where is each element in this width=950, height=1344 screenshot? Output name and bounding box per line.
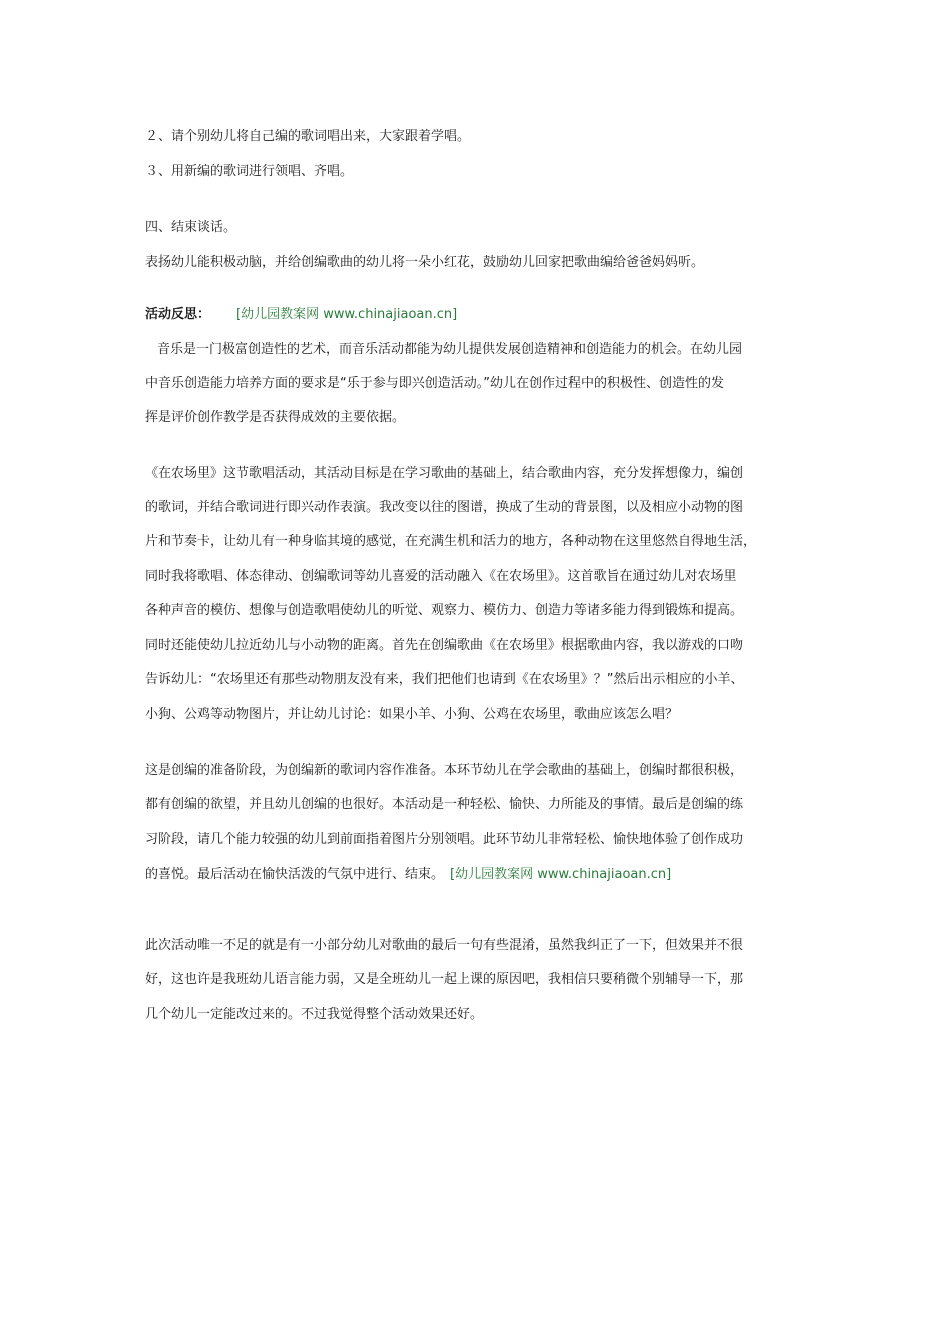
para2-line-3: 片和节奏卡，让幼儿有一种身临其境的感觉，在充满生机和活力的地方，各种动物在这里悠然自得地生活， bbox=[145, 534, 757, 549]
para3-line-2: 都有创编的欲望，并且幼儿创编的也很好。本活动是一种轻松、愉快、力所能及的事情。最后是创编的练 bbox=[145, 797, 744, 812]
reflection-label: 活动反思： bbox=[145, 307, 211, 322]
para2-line-6: 同时还能使幼儿拉近幼儿与小动物的距离。首先在创编歌曲《在农场里》根据歌曲内容，我以游戏的口吻 bbox=[145, 638, 744, 653]
para2-line-4: 同时我将歌唱、体态律动、创编歌词等幼儿喜爱的活动融入《在农场里》。这首歌旨在通过幼儿对农场里 bbox=[145, 569, 737, 584]
para1-line-3: 挥是评价创作教学是否获得成效的主要依据。 bbox=[145, 410, 406, 425]
section-4-text: 表扬幼儿能积极动脑，并给创编歌曲的幼儿将一朵小红花，鼓励幼儿回家把歌曲编给爸爸妈妈听。 bbox=[145, 255, 705, 270]
reflection-heading-line bbox=[145, 306, 825, 324]
para1-line-2: 中音乐创造能力培养方面的要求是“乐于参与即兴创造活动。”幼儿在创作过程中的积极性、创造性的发 bbox=[145, 376, 724, 391]
para3-line-1: 这是创编的准备阶段，为创编新的歌词内容作准备。本环节幼儿在学会歌曲的基础上，创编时都很积极， bbox=[145, 763, 744, 778]
section-4-heading: 四、结束谈话。 bbox=[145, 220, 237, 235]
para2-line-7: 告诉幼儿：“农场里还有那些动物朋友没有来，我们把他们也请到《在农场里》？”然后出示相应的小羊、 bbox=[145, 672, 744, 687]
para2-line-8: 小狗、公鸡等动物图片，并让幼儿讨论：如果小羊、小狗、公鸡在农场里，歌曲应该怎么唱？ bbox=[145, 707, 679, 722]
step-2-text: ２、请个别幼儿将自己编的歌词唱出来，大家跟着学唱。 bbox=[145, 129, 471, 144]
site-link[interactable]: [幼儿园教案网 www.chinajiaoan.cn] bbox=[236, 307, 458, 322]
para3-line-4-wrap bbox=[145, 866, 825, 884]
para4-line-1: 此次活动唯一不足的就是有一小部分幼儿对歌曲的最后一句有些混淆，虽然我纠正了一下，但效果并不很 bbox=[145, 938, 744, 953]
step-3-text: ３、用新编的歌词进行领唱、齐唱。 bbox=[145, 164, 354, 179]
para1-line-1: 音乐是一门极富创造性的艺术，而音乐活动都能为幼儿提供发展创造精神和创造能力的机会。在幼儿园 bbox=[157, 342, 743, 357]
para2-line-5: 各种声音的模仿、想像与创造歌唱使幼儿的听觉、观察力、模仿力、创造力等诸多能力得到锻炼和提高。 bbox=[145, 603, 744, 618]
para2-line-1: 《在农场里》这节歌唱活动，其活动目标是在学习歌曲的基础上，结合歌曲内容，充分发挥想像力，编创 bbox=[145, 466, 744, 481]
para2-line-2: 的歌词，并结合歌词进行即兴动作表演。我改变以往的图谱，换成了生动的背景图，以及相应小动物的图 bbox=[145, 500, 744, 515]
para3-line-3: 习阶段，请几个能力较强的幼儿到前面指着图片分别领唱。此环节幼儿非常轻松、愉快地体验了创作成功 bbox=[145, 832, 744, 847]
site-link-2[interactable]: [幼儿园教案网 www.chinajiaoan.cn] bbox=[450, 867, 672, 882]
para4-line-2: 好，这也许是我班幼儿语言能力弱，又是全班幼儿一起上课的原因吧，我相信只要稍微个别辅导一下，那 bbox=[145, 972, 744, 987]
para3-line-4: 的喜悦。最后活动在愉快活泼的气氛中进行、结束。 bbox=[145, 867, 445, 882]
para4-line-3: 几个幼儿一定能改过来的。不过我觉得整个活动效果还好。 bbox=[145, 1007, 484, 1022]
